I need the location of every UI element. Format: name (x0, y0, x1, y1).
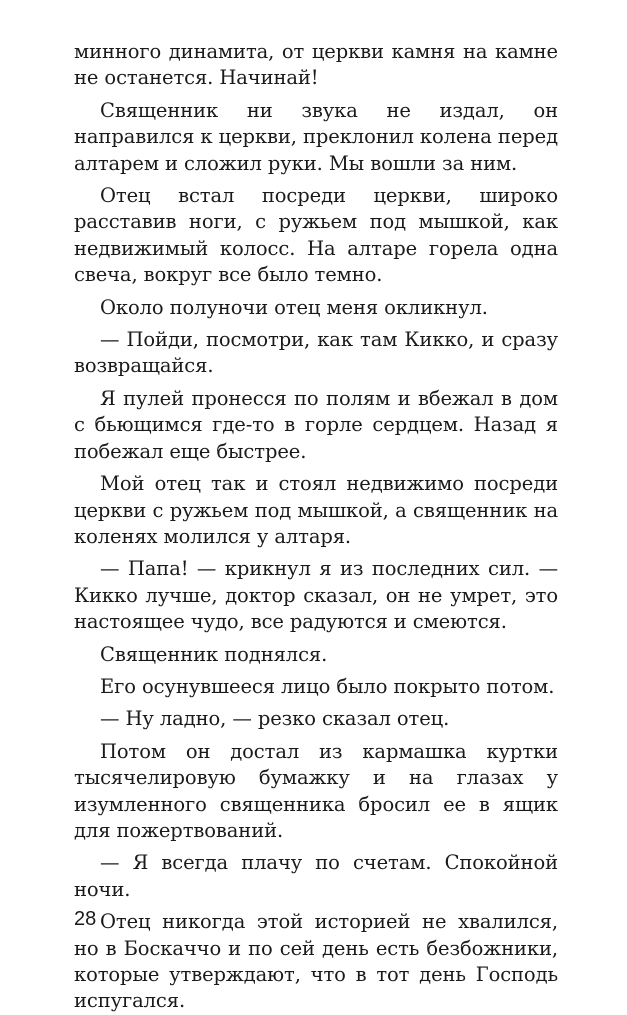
paragraph-7: Мой отец так и стоял недвижимо посреди церкви с ружьем под мышкой, а священник на коленях молился у алтаря. (74, 472, 558, 548)
page-number: 28 (74, 908, 97, 930)
paragraph-11: — Ну ладно, — резко сказал отец. (100, 707, 450, 731)
paragraph-5: — Пойди, посмотри, как там Кикко, и сразу возвращайся. (74, 328, 558, 378)
paragraph-13: — Я всегда плачу по счетам. Спокойной ночи. (74, 851, 558, 901)
paragraph-9: Священник поднялся. (100, 642, 328, 666)
paragraph-2: Священник ни звука не издал, он направился к церкви, преклонил колена перед алтарем и сложил руки. Мы вошли за ним. (74, 98, 558, 175)
paragraph-6: Я пулей пронесся по полям и вбежал в дом с бьющимся где-то в горле сердцем. Назад я побежал еще быстрее. (74, 386, 558, 463)
paragraph-14: Отец никогда этой историей не хвалился, но в Боскаччо и по сей день есть безбожники, которые утверждают, что в тот день Господь испугался. (74, 910, 558, 1013)
paragraph-1: минного динамита, от церкви камня на камне не останется. Начинай! (74, 40, 558, 90)
body-text (74, 39, 558, 1015)
paragraph-12: Потом он достал из кармашка куртки тысячелировую бумажку и на глазах у изумленного священника бросил ее в ящик для пожертвований. (74, 739, 558, 842)
paragraph-4: Около полуночи отец меня окликнул. (100, 295, 488, 319)
paragraph-8: — Папа! — крикнул я из последних сил. — Кикко лучше, доктор сказал, он не умрет, это настоящее чудо, все радуются и смеются. (74, 557, 558, 634)
paragraph-3: Отец встал посреди церкви, широко расставив ноги, с ружьем под мышкой, как недвижимый колосс. На алтаре горела одна свеча, вокруг все было темно. (74, 184, 558, 287)
paragraph-10: Его осунувшееся лицо было покрыто потом. (100, 674, 555, 698)
